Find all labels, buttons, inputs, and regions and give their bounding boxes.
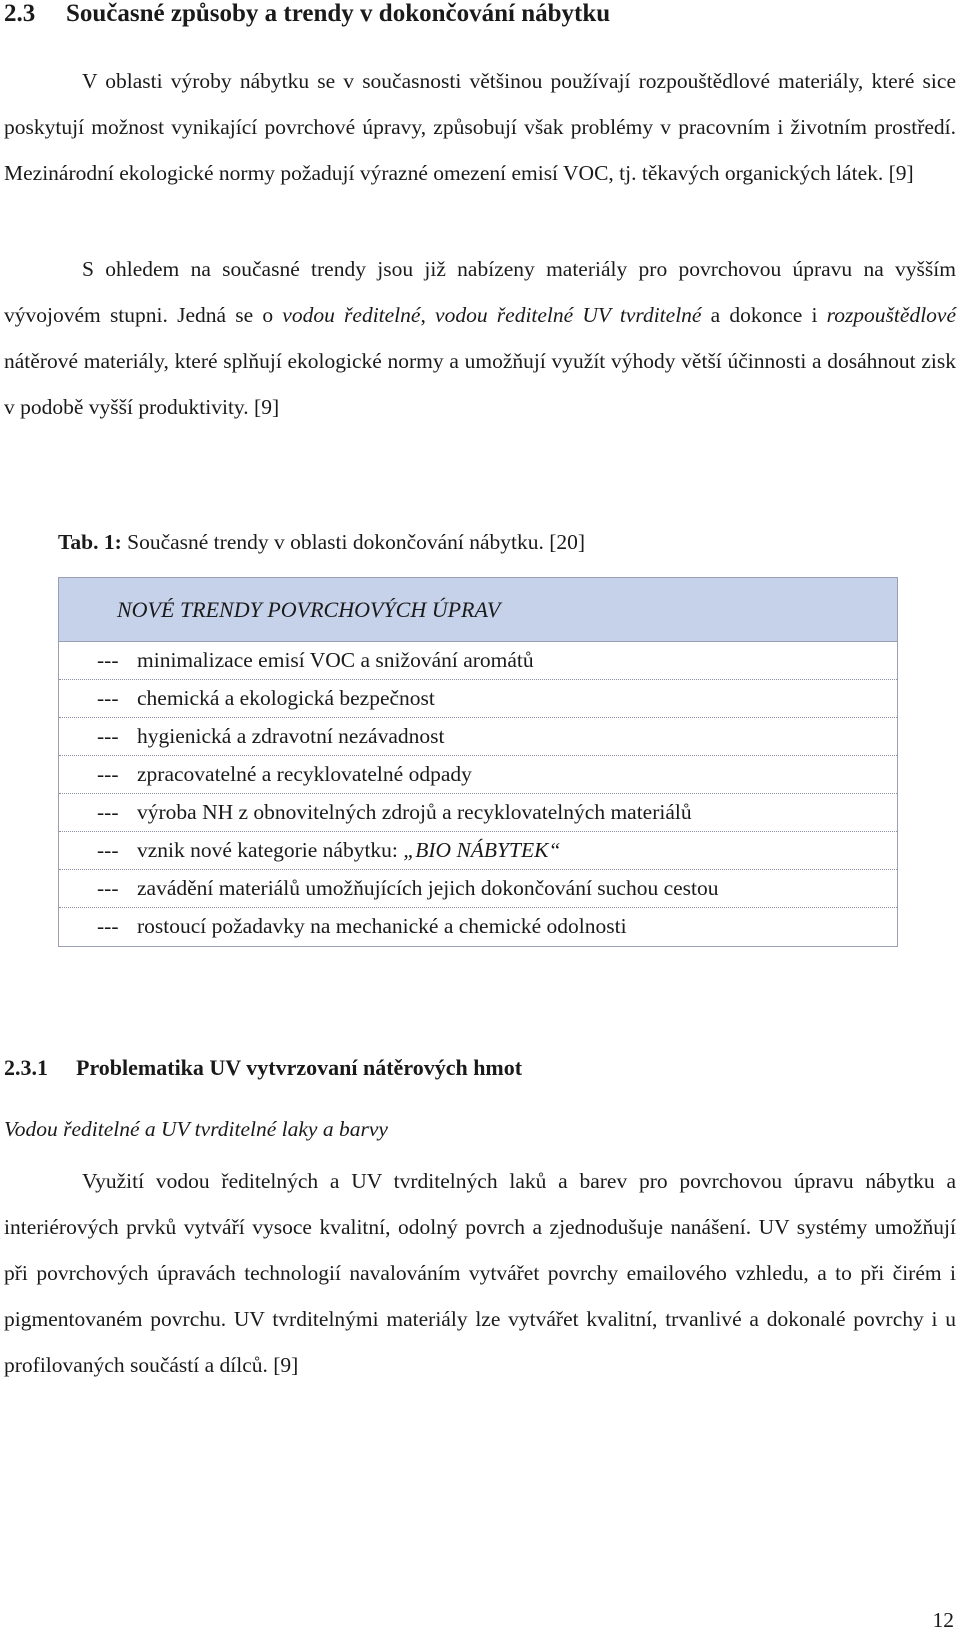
table-caption-text: Současné trendy v oblasti dokončování nábytku. [20]	[121, 530, 586, 554]
row-text: chemická a ekologická bezpečnost	[137, 686, 435, 710]
paragraph-2-text-c: a dokonce i	[701, 303, 827, 327]
subsection-title: Problematika UV vytvrzovaní nátěrových hmot	[76, 1055, 523, 1080]
section-heading	[4, 0, 610, 28]
row-text: minimalizace emisí VOC a snižování aromátů	[137, 648, 534, 672]
paragraph-3-text: Využití vodou ředitelných a UV tvrditelných laků a barev pro povrchovou úpravu nábytku a interiérových prvků vytváří vysoce kvalitní, odolný povrch a zjednodušuje nanášení. UV systémy umožňují při povrchových úpravách technologií navalováním vytvářet povrchy emailového vzhledu, a to při čirém i pigmentovaném povrchu. UV tvrditelnými materiály lze vytvářet kvalitní, trvanlivé a dokonalé povrchy i u profilovaných součástí a dílců. [9]	[4, 1169, 956, 1377]
table-row	[59, 794, 897, 832]
table-caption-label: Tab. 1:	[58, 530, 122, 554]
table-caption	[58, 530, 585, 555]
table-row	[59, 832, 897, 870]
paragraph-2-emphasis-2: vodou ředitelné UV tvrditelné	[435, 303, 702, 327]
subsection-heading	[4, 1055, 522, 1081]
subsection-number: 2.3.1	[4, 1055, 48, 1080]
row-text: výroba NH z obnovitelných zdrojů a recyklovatelných materiálů	[137, 800, 692, 824]
row-text: hygienická a zdravotní nezávadnost	[137, 724, 445, 748]
row-emphasis: „BIO NÁBYTEK“	[403, 838, 561, 862]
row-dash: ---	[97, 762, 119, 786]
row-dash: ---	[97, 838, 119, 862]
table-row	[59, 718, 897, 756]
table-row	[59, 908, 897, 946]
paragraph-2-emphasis-1: vodou ředitelné	[282, 303, 421, 327]
paragraph-2-text-d: nátěrové materiály, které splňují ekologické normy a umožňují využít výhody větší účinnosti a dosáhnout zisk v podobě vyšší produktivity. [9]	[4, 349, 956, 419]
row-text: zavádění materiálů umožňujících jejich dokončování suchou cestou	[137, 876, 719, 900]
row-text: zpracovatelné a recyklovatelné odpady	[137, 762, 472, 786]
section-title: Současné způsoby a trendy v dokončování nábytku	[66, 0, 611, 27]
table-row	[59, 756, 897, 794]
row-text: rostoucí požadavky na mechanické a chemické odolnosti	[137, 914, 627, 938]
paragraph-1-text: V oblasti výroby nábytku se v současnosti většinou používají rozpouštědlové materiály, které sice poskytují možnost vynikající povrchové úpravy, způsobují však problémy v pracovním i životním prostředí. Mezinárodní ekologické normy požadují výrazné omezení emisí VOC, tj. těkavých organických látek. [9]	[4, 69, 956, 185]
table-row	[59, 680, 897, 718]
row-dash: ---	[97, 686, 119, 710]
row-dash: ---	[97, 914, 119, 938]
trends-table	[58, 577, 898, 947]
row-dash: ---	[97, 876, 119, 900]
table-header: NOVÉ TRENDY POVRCHOVÝCH ÚPRAV	[59, 578, 897, 642]
row-dash: ---	[97, 648, 119, 672]
paragraph-1	[4, 58, 956, 196]
table-row	[59, 642, 897, 680]
paragraph-2-text-b: ,	[420, 303, 436, 327]
row-dash: ---	[97, 724, 119, 748]
section-number: 2.3	[4, 0, 36, 27]
table-row	[59, 870, 897, 908]
row-text: vznik nové kategorie nábytku:	[137, 838, 404, 862]
row-dash: ---	[97, 800, 119, 824]
subheading: Vodou ředitelné a UV tvrditelné laky a barvy	[4, 1117, 388, 1141]
paragraph-3	[4, 1158, 956, 1388]
paragraph-2-emphasis-3: rozpouštědlové	[826, 303, 957, 327]
paragraph-2-text-a: S ohledem na současné trendy jsou již nabízeny materiály pro povrchovou úpravu na vyšším vývojovém stupni. Jedná se o	[4, 257, 956, 327]
paragraph-2	[4, 246, 956, 430]
page-number: 12	[932, 1608, 954, 1632]
